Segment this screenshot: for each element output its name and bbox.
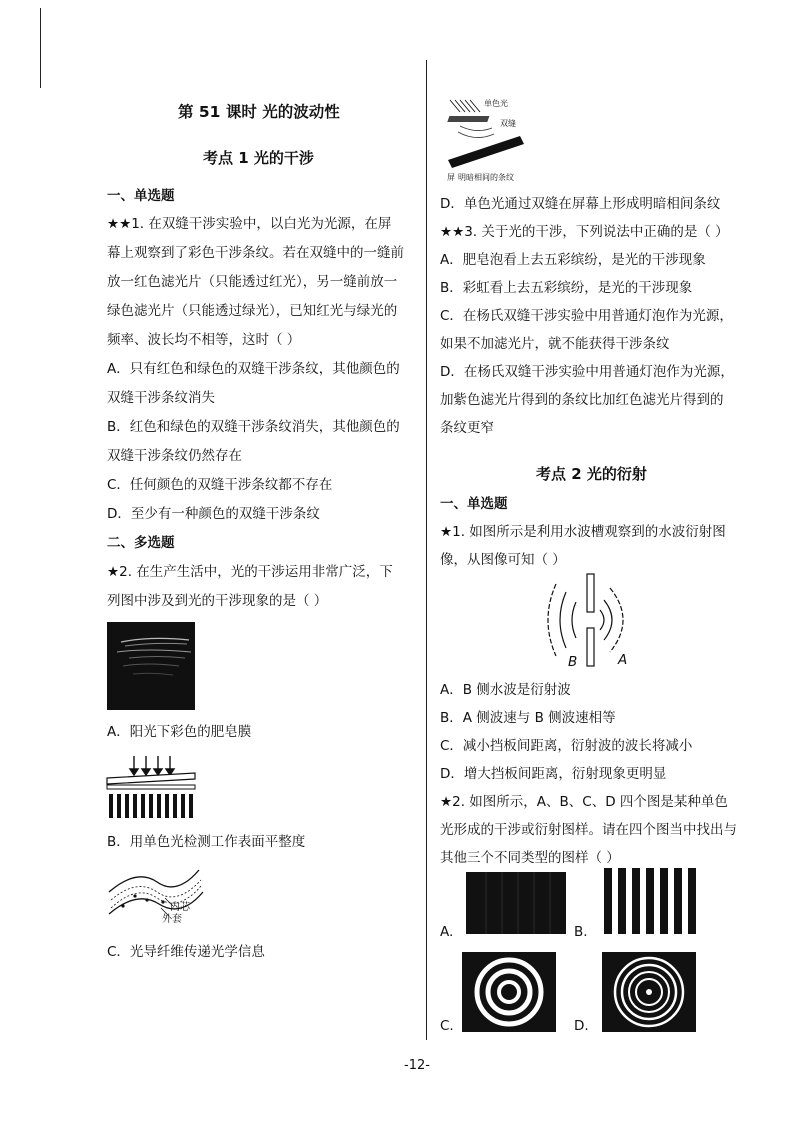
d1-option-b: B．A 侧波速与 B 侧波速相等 xyxy=(440,710,616,726)
q1-option-a-line-1: A．只有红色和绿色的双缝干涉条纹，其他颜色的 xyxy=(107,361,400,377)
slit-label-fringes: 明暗相间的条纹 xyxy=(458,173,514,182)
d1-option-a: A．B 侧水波是衍射波 xyxy=(440,682,571,698)
pattern-a-image xyxy=(466,872,566,934)
fiber-outer-label: 外套 xyxy=(162,914,182,925)
q3-stem: ★★3. 关于光的干涉，下列说法中正确的是（ ） xyxy=(440,224,729,240)
d1-line-1: ★1. 如图所示是利用水波槽观察到的水波衍射图 xyxy=(440,524,726,540)
pattern-d-image xyxy=(602,952,696,1032)
q1-option-b-line-1: B．红色和绿色的双缝干涉条纹消失，其他颜色的 xyxy=(107,419,400,435)
wave-label-a: A xyxy=(618,652,628,668)
q1-option-d: D．至少有一种颜色的双缝干涉条纹 xyxy=(107,506,320,522)
pattern-c-image xyxy=(462,952,556,1032)
d1-line-2: 像，从图像可知（ ） xyxy=(440,552,566,568)
q1-line-4: 绿色滤光片（只能透过绿光），已知红光与绿光的 xyxy=(107,303,398,319)
d2-line-2: 光形成的干涉或衍射图样。请在四个图当中找出与 xyxy=(440,822,737,838)
q3-option-d-line-2: 加紫色滤光片得到的条纹比加红色滤光片得到的 xyxy=(440,392,724,408)
pattern-b-image xyxy=(600,868,696,934)
q2-option-b: B．用单色光检测工作表面平整度 xyxy=(107,834,306,850)
q2-option-d: D．单色光通过双缝在屏幕上形成明暗相间条纹 xyxy=(440,196,721,212)
q2-line-1: ★2. 在生产生活中，光的干涉运用非常广泛，下 xyxy=(107,564,393,580)
d1-option-d: D．增大挡板间距离，衍射现象更明显 xyxy=(440,766,667,782)
q3-option-b: B．彩虹看上去五彩缤纷，是光的干涉现象 xyxy=(440,280,693,296)
lesson-title: 第 51 课时 光的波动性 xyxy=(178,103,340,121)
d2-line-3: 其他三个不同类型的图样（ ） xyxy=(440,850,620,866)
flatness-test-diagram xyxy=(107,754,199,820)
pattern-d-label: D. xyxy=(574,1018,589,1034)
q3-option-c-line-1: C．在杨氏双缝干涉实验中用普通灯泡作为光源， xyxy=(440,308,733,324)
q3-option-a: A．肥皂泡看上去五彩缤纷，是光的干涉现象 xyxy=(440,252,706,268)
left-border-line xyxy=(40,8,41,88)
optical-fiber-diagram xyxy=(107,862,207,924)
wave-label-b: B xyxy=(568,654,578,670)
q1-option-c: C．任何颜色的双缝干涉条纹都不存在 xyxy=(107,477,333,493)
d2-line-1: ★2. 如图所示，A、B、C、D 四个图是某种单色 xyxy=(440,794,728,810)
d1-option-c: C．减小挡板间距离，衍射波的波长将减小 xyxy=(440,738,693,754)
q1-line-3: 放一红色滤光片（只能透过红光），另一缝前放一 xyxy=(107,274,398,290)
page-number: -12- xyxy=(404,1058,430,1073)
section-single-choice: 一、单选题 xyxy=(107,188,175,204)
topic-1-heading: 考点 1 光的干涉 xyxy=(203,149,314,167)
topic-2-heading: 考点 2 光的衍射 xyxy=(536,465,647,483)
slit-label-double-slit: 双缝 xyxy=(500,119,516,128)
column-divider xyxy=(426,60,427,1040)
fiber-inner-label: 内芯 xyxy=(170,902,190,913)
slit-label-light: 单色光 xyxy=(484,99,508,108)
section-multi-choice: 二、多选题 xyxy=(107,535,175,551)
q1-line-5: 频率、波长均不相等，这时（ ） xyxy=(107,332,301,348)
section-single-choice-2: 一、单选题 xyxy=(440,496,508,512)
pattern-b-label: B. xyxy=(574,924,588,940)
q2-option-c: C．光导纤维传递光学信息 xyxy=(107,944,265,960)
q1-line-1: ★★1. 在双缝干涉实验中，以白光为光源，在屏 xyxy=(107,216,392,232)
soap-film-image xyxy=(107,622,195,710)
q1-line-2: 幕上观察到了彩色干涉条纹。若在双缝中的一缝前 xyxy=(107,245,404,261)
pattern-c-label: C. xyxy=(440,1018,454,1034)
q3-option-d-line-3: 条纹更窄 xyxy=(440,420,494,436)
slit-label-screen: 屏 xyxy=(447,173,455,182)
q3-option-d-line-1: D．在杨氏双缝干涉实验中用普通灯泡作为光源， xyxy=(440,364,734,380)
q1-option-a-line-2: 双缝干涉条纹消失 xyxy=(107,390,215,406)
q2-line-2: 列图中涉及到光的干涉现象的是（ ） xyxy=(107,593,328,609)
pattern-a-label: A. xyxy=(440,924,454,940)
q1-option-b-line-2: 双缝干涉条纹仍然存在 xyxy=(107,448,242,464)
q3-option-c-line-2: 如果不加滤光片，就不能获得干涉条纹 xyxy=(440,336,670,352)
q2-option-a: A．阳光下彩色的肥皂膜 xyxy=(107,724,252,740)
